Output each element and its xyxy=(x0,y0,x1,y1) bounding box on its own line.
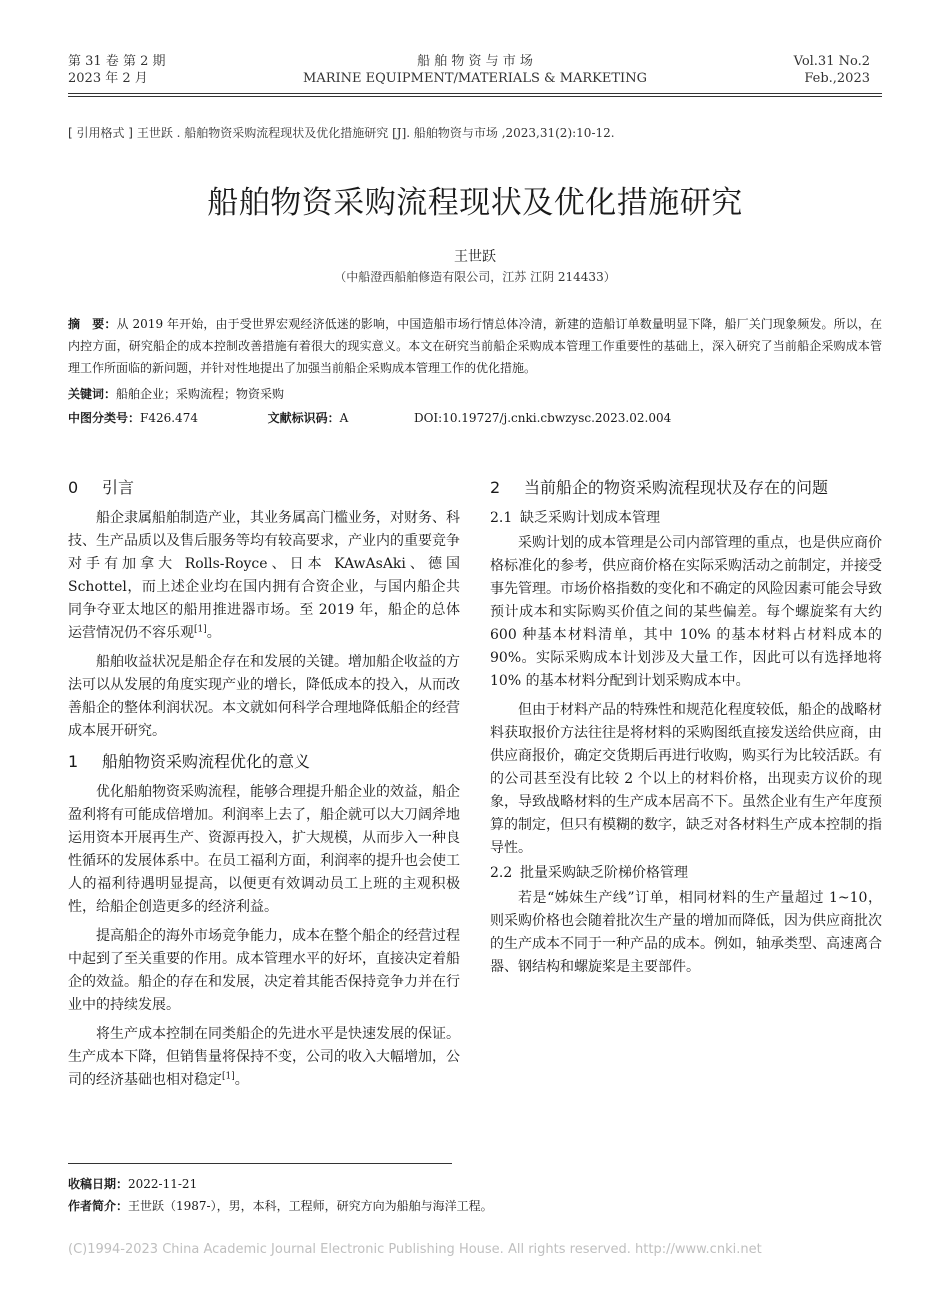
paragraph xyxy=(68,507,460,645)
article-title: 船舶物资采购流程现状及优化措施研究 xyxy=(207,185,743,221)
section-0-title: 引言 xyxy=(102,478,135,497)
paragraph: 但由于材料产品的特殊性和规范化程度较低，船企的战略材料获取报价方法往往是将材料的采购图纸直接发送给供应商，由供应商报价，确定交货期后再进行收购，购买行为比较活跃。有的公司甚至没有比较 2 个以上的材料价格，出现卖方议价的现象，导致战略材料的生产成本居高不下。虽然企业有生产年度预算的制定，但只有模糊的数字，缺乏对各材料生产成本控制的指导性。 xyxy=(490,702,882,856)
doi: DOI:10.19727/j.cnki.cbwzysc.2023.02.004 xyxy=(413,411,672,425)
doc-code-value: A xyxy=(339,411,349,425)
keywords xyxy=(68,384,284,404)
paragraph: 优化船舶物资采购流程，能够合理提升船企业的效益，船企盈利将有可能成倍增加。利润率上去了，船企就可以大刀阔斧地运用资本开展再生产、资源再投入，扩大规模，从而步入一种良性循环的发展体系中。在员工福利方面，利润率的提升也会使工人的福利待遇明显提高，以便更有效调动员工上班的主观积极性，给船企创造更多的经济利益。 xyxy=(68,784,460,915)
bio-value: 王世跃（1987-），男，本科，工程师，研究方向为船舶与海洋工程。 xyxy=(128,1199,493,1213)
citation-text: 王世跃 . 船舶物资采购流程现状及优化措施研究 [J]. 船舶物资与市场 ,2023,31(2):10-12. xyxy=(133,126,615,140)
paragraph: 采购计划的成本管理是公司内部管理的重点，也是供应商价格标准化的参考，供应商价格在实际采购活动之前制定，并接受事先管理。市场价格指数的变化和不确定的风险因素可能会导致预计成本和实际购买价值之间的某些偏差。每个螺旋桨有大约 600 种基本材料清单，其中 10% 的基本材料占材料成本的 90%。实际采购成本计划涉及大量工作，因此可以有选择地将 10% 的基本材料分配到计划采购成本中。 xyxy=(490,535,882,689)
header-rule-2 xyxy=(68,96,882,97)
paragraph-text: 船企隶属船舶制造产业，其业务属高门槛业务，对财务、科技、生产品质以及售后服务等均有较高要求，产业内的重要竞争对手有加拿大 Rolls-Royce、日本 KAwAsAki、德国 Schottel，而上述企业均在国内拥有合资企业，与国内船企共同争夺亚太地区的船用推进器市场。至 2019 年，船企的总体运营情况仍不容乐观 xyxy=(68,510,460,641)
received-date xyxy=(68,1174,197,1194)
section-2-2-title: 批量采购缺乏阶梯价格管理 xyxy=(520,865,688,881)
issue-date: 2023 年 2 月 xyxy=(68,71,148,86)
journal-name-en: MARINE EQUIPMENT/MATERIALS & MARKETING xyxy=(303,71,647,86)
paragraph-continued xyxy=(68,1023,460,1092)
paragraph: 船舶收益状况是船企存在和发展的关键。增加船企收益的方法可以从发展的角度实现产业的增长，降低成本的投入，从而改善船企的整体利润状况。本文就如何科学合理地降低船企的经营成本展开研究。 xyxy=(68,654,460,739)
section-0-heading xyxy=(68,475,460,501)
paragraph-text: 将生产成本控制在同类船企的先进水平是快速发展的保证。生产成本下降，但销售量将保持不变，公司的收入大幅增加，公司的经济基础也相对稳定 xyxy=(68,1026,460,1088)
author-name: 王世跃 xyxy=(454,249,496,265)
body-left-column xyxy=(68,469,460,1092)
abstract xyxy=(68,313,882,379)
paragraph: 提高船企的海外市场竞争能力，成本在整个船企的经营过程中起到了至关重要的作用。成本管理水平的好坏，直接决定着船企的效益。船企的存在和发展，决定着其能否保持竞争力并在行业中的持续发展。 xyxy=(68,928,460,1013)
received-label: 收稿日期： xyxy=(68,1177,129,1191)
copyright-watermark: (C)1994-2023 China Academic Journal Electronic Publishing House. All rights reserved. http://www.cnki.net xyxy=(68,1242,762,1257)
section-2-2-heading xyxy=(490,862,882,885)
abstract-label: 摘 要： xyxy=(68,317,117,331)
section-2-1-heading xyxy=(490,507,882,530)
section-2-heading xyxy=(490,475,882,501)
journal-name xyxy=(250,53,700,87)
section-2-1-title: 缺乏采购计划成本管理 xyxy=(520,510,660,526)
section-2-2-number: 2.2 xyxy=(490,865,513,881)
keywords-text: 船舶企业；采购流程；物资采购 xyxy=(116,387,285,401)
issue-volume: 第 31 卷 第 2 期 xyxy=(68,54,166,69)
section-2-title: 当前船企的物资采购流程现状及存在的问题 xyxy=(524,478,829,497)
bio-label: 作者简介： xyxy=(68,1199,129,1213)
affiliation: （中船澄西船舶修造有限公司，江苏 江阴 214433） xyxy=(334,270,616,284)
paragraph-end: 。 xyxy=(206,625,221,641)
section-1-title: 船舶物资采购流程优化的意义 xyxy=(102,752,311,771)
journal-issue-en xyxy=(794,53,870,87)
received-value: 2022-11-21 xyxy=(128,1177,198,1191)
keywords-label: 关键词： xyxy=(68,387,117,401)
volume-en: Vol.31 No.2 xyxy=(793,54,870,69)
footnote-rule xyxy=(68,1163,452,1164)
clc-label: 中图分类号： xyxy=(68,411,141,425)
header-rule xyxy=(68,93,882,94)
classification xyxy=(68,408,882,428)
citation-label: [ 引用格式 ] xyxy=(68,126,133,140)
section-1-number: 1 xyxy=(68,752,79,771)
author-bio xyxy=(68,1196,493,1216)
section-0-number: 0 xyxy=(68,478,79,497)
clc-value: F426.474 xyxy=(140,411,198,425)
abstract-text: 从 2019 年开始，由于受世界宏观经济低迷的影响，中国造船市场行情总体冷清，新建的造船订单数量明显下降，船厂关门现象频发。所以，在内控方面，研究船企的成本控制改善措施有着很大的现实意义。本文在研究当前船企采购成本管理工作重要性的基础上，深入研究了当前船企采购成本管理工作所面临的新问题，并针对性地提出了加强当前船企采购成本管理工作的优化措施。 xyxy=(68,317,882,375)
paragraph: 若是“姊妹生产线”订单，相同材料的生产量超过 1~10，则采购价格也会随着批次生产量的增加而降低，因为供应商批次的生产成本不同于一种产品的成本。例如，轴承类型、高速离合器、钢结构和螺旋桨是主要部件。 xyxy=(490,890,882,975)
reference-mark: [1] xyxy=(194,624,207,635)
journal-issue xyxy=(68,53,165,87)
reference-mark: [1] xyxy=(222,1071,235,1082)
citation xyxy=(68,124,882,142)
journal-name-cn: 船 舶 物 资 与 市 场 xyxy=(417,54,533,69)
paragraph-end: 。 xyxy=(234,1072,249,1088)
date-en: Feb.,2023 xyxy=(804,71,870,86)
body-right-column xyxy=(490,469,882,979)
doc-code-label: 文献标识码： xyxy=(267,411,340,425)
section-2-1-number: 2.1 xyxy=(490,510,513,526)
section-1-heading xyxy=(68,749,460,775)
section-2-number: 2 xyxy=(490,478,501,497)
